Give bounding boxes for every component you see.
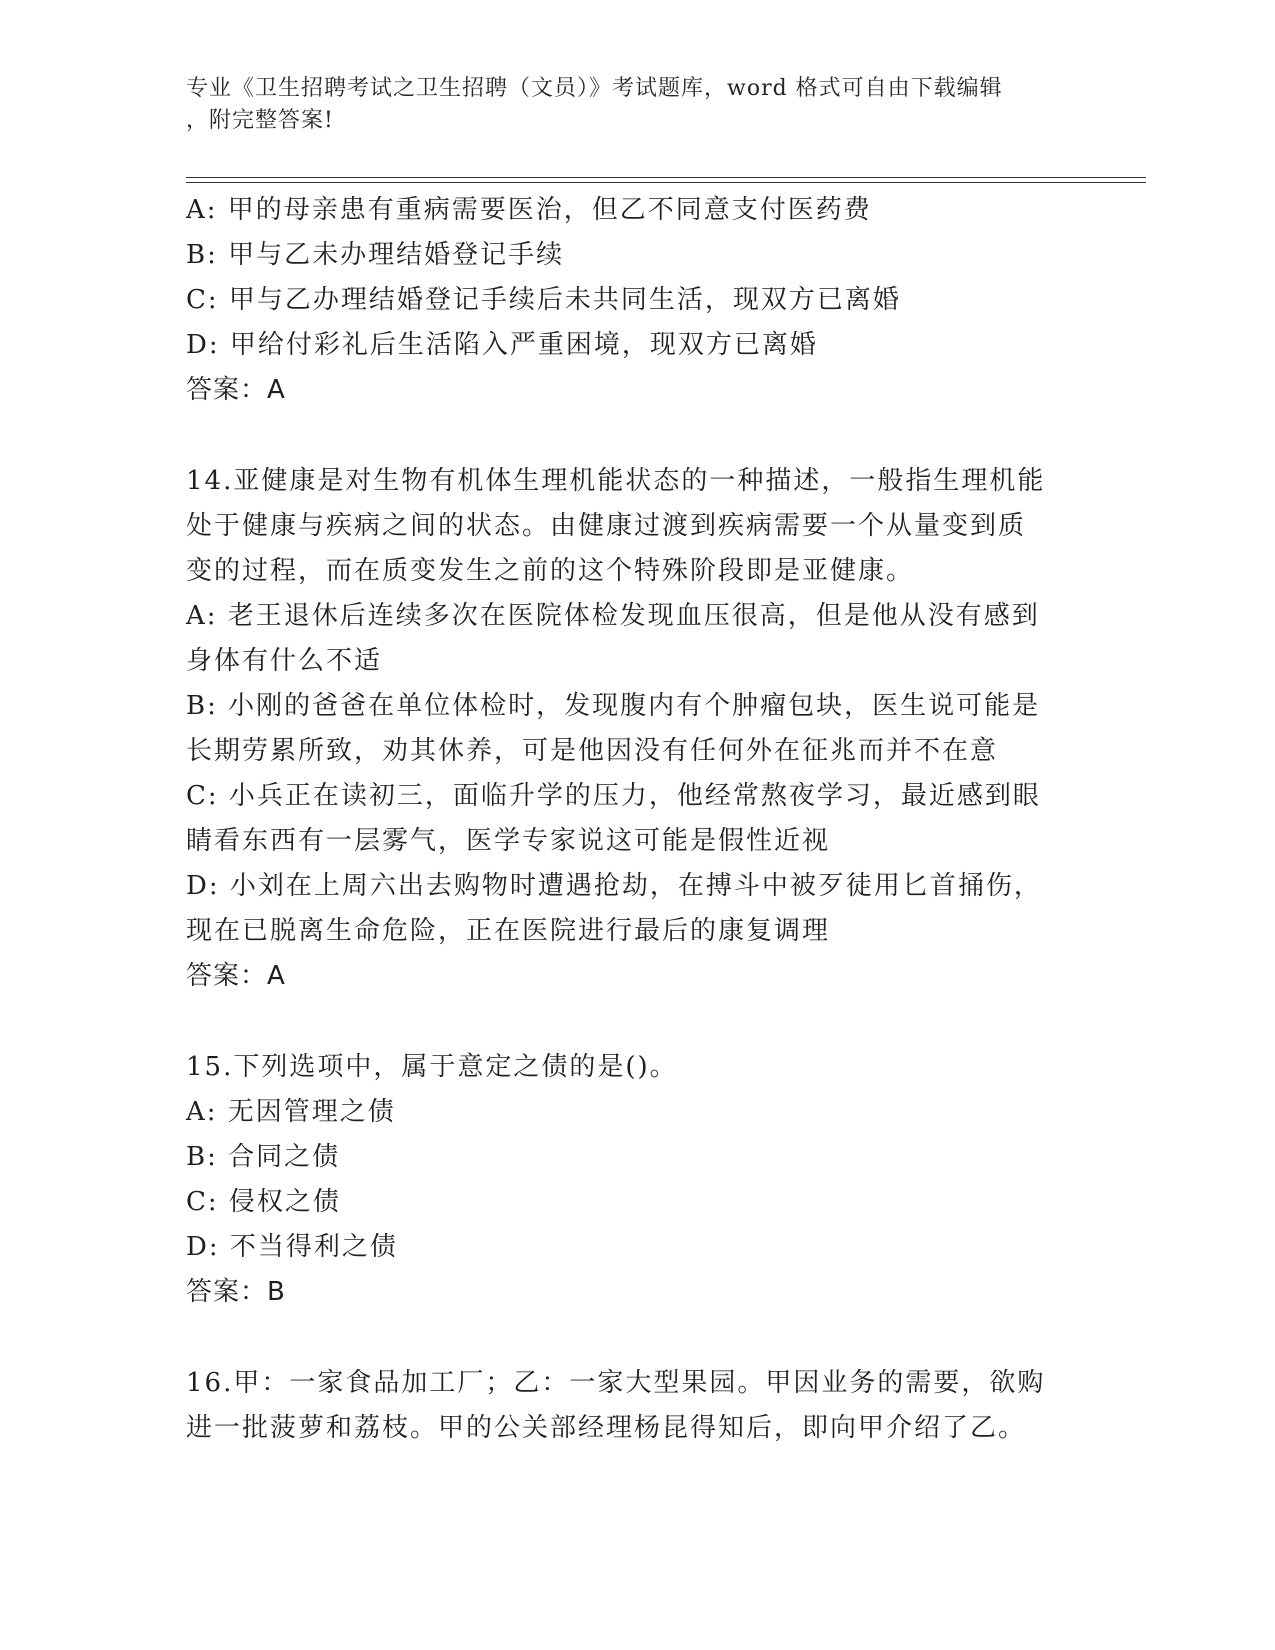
answer-text: 答案：A xyxy=(186,375,286,405)
option-c: C: 侵权之债 xyxy=(186,1187,341,1217)
question-stem-line: 处于健康与疾病之间的状态。由健康过渡到疾病需要一个从量变到质 xyxy=(186,511,1027,541)
option-a: A: 无因管理之债 xyxy=(186,1097,396,1127)
question-stem-line: 进一批菠萝和荔枝。甲的公关部经理杨昆得知后，即向甲介绍了乙。 xyxy=(186,1413,1027,1443)
option-d: D: 甲给付彩礼后生活陷入严重困境，现双方已离婚 xyxy=(186,330,818,360)
option-b: B: 小刚的爸爸在单位体检时，发现腹内有个肿瘤包块，医生说可能是 xyxy=(186,691,1041,721)
option-a: A: 老王退休后连续多次在医院体检发现血压很高，但是他从没有感到 xyxy=(186,601,1040,631)
option-b-continued: 长期劳累所致，劝其休养，可是他因没有任何外在征兆而并不在意 xyxy=(186,736,999,766)
option-b: B: 甲与乙未办理结婚登记手续 xyxy=(186,240,565,270)
question-16 xyxy=(186,1361,1086,1451)
question-13 xyxy=(186,188,1086,413)
answer-text: 答案：B xyxy=(186,1277,286,1307)
header-line-1: 专业《卫生招聘考试之卫生招聘（文员）》考试题库，word 格式可自由下载编辑 xyxy=(186,76,1003,101)
option-c: C: 小兵正在读初三，面临升学的压力，他经常熬夜学习，最近感到眼 xyxy=(186,781,1041,811)
question-stem-line: 16.甲：一家食品加工厂；乙：一家大型果园。甲因业务的需要，欲购 xyxy=(186,1368,1046,1398)
option-a: A: 甲的母亲患有重病需要医治，但乙不同意支付医药费 xyxy=(186,195,872,225)
option-c: C: 甲与乙办理结婚登记手续后未共同生活，现双方已离婚 xyxy=(186,285,901,315)
question-list xyxy=(186,188,1086,1451)
option-c-continued: 睛看东西有一层雾气，医学专家说这可能是假性近视 xyxy=(186,826,831,856)
answer-text: 答案：A xyxy=(186,961,286,991)
document-header xyxy=(186,73,1086,137)
option-a-continued: 身体有什么不适 xyxy=(186,646,383,676)
header-rule-bottom xyxy=(186,182,1146,183)
option-b: B: 合同之债 xyxy=(186,1142,341,1172)
option-d: D: 小刘在上周六出去购物时遭遇抢劫，在搏斗中被歹徒用匕首捅伤， xyxy=(186,871,1042,901)
question-stem: 15.下列选项中，属于意定之债的是()。 xyxy=(186,1052,678,1082)
question-15 xyxy=(186,1045,1086,1315)
header-line-2: ，附完整答案! xyxy=(186,108,334,133)
header-rule-top xyxy=(186,177,1146,178)
question-stem-line: 变的过程，而在质变发生之前的这个特殊阶段即是亚健康。 xyxy=(186,556,915,586)
question-stem-line: 14.亚健康是对生物有机体生理机能状态的一种描述，一般指生理机能 xyxy=(186,466,1046,496)
question-14 xyxy=(186,459,1086,999)
option-d-continued: 现在已脱离生命危险，正在医院进行最后的康复调理 xyxy=(186,916,831,946)
option-d: D: 不当得利之债 xyxy=(186,1232,398,1262)
